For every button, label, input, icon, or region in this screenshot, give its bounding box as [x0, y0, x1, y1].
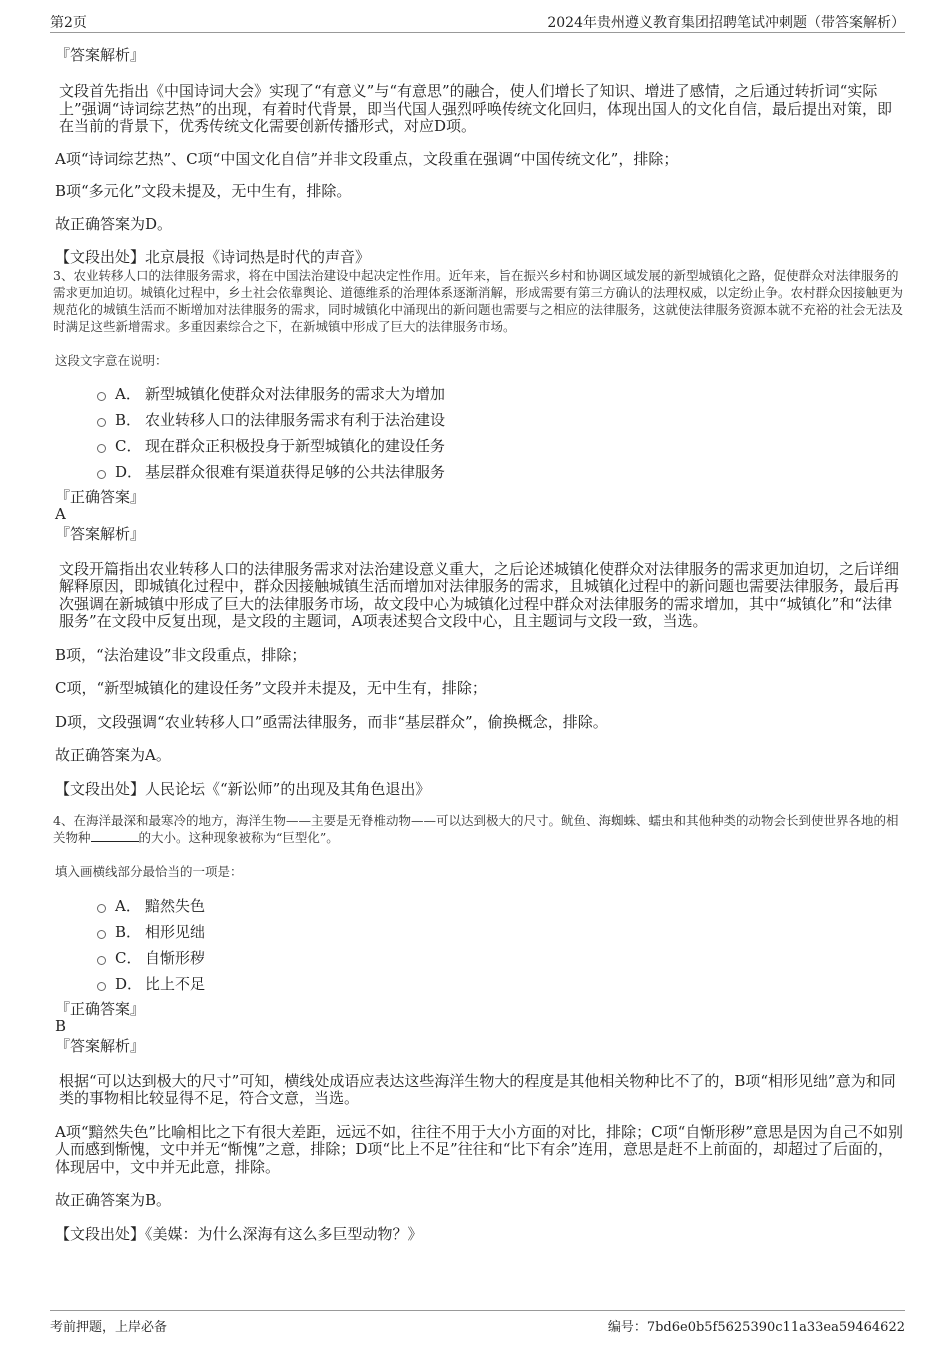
- analysis-paragraph: B项，“法治建设”非文段重点，排除；: [55, 645, 307, 664]
- answer-conclusion: 故正确答案为A。: [55, 746, 171, 765]
- option-list: [55, 381, 905, 485]
- analysis-paragraph: 文段首先指出《中国诗词大会》实现了“有意义”与“有意思”的融合，使人们增长了知识、增进了感情，之后通过转折词“实际上”强调“诗词综艺热”的出现，有着时代背景，即当代国人强烈呼唤传统文化回归，体现出国人的文化自信，最后提出对策，即在当前的背景下，优秀传统文化需要创新传播形式，对应D项。: [59, 82, 893, 135]
- option-c[interactable]: C． 现在群众正积极投身于新型城镇化的建设任务: [97, 433, 905, 459]
- option-b[interactable]: B． 农业转移人口的法律服务需求有利于法治建设: [97, 407, 905, 433]
- option-list: [55, 893, 905, 997]
- analysis-label: 『答案解析』: [55, 46, 146, 64]
- radio-icon[interactable]: [97, 904, 106, 913]
- analysis-paragraph: B项“多元化”文段未提及，无中生有，排除。: [55, 182, 352, 200]
- analysis-paragraph: 文段开篇指出农业转移人口的法律服务需求对法治建设意义重大，之后论述城镇化使群众对法律服务的需求更加迫切，之后详细解释原因，即城镇化过程中，群众因接触城镇生活而增加对法律服务的需求，且城镇化过程中的新问题也需要法律服务，最后再次强调在新城镇中形成了巨大的法律服务市场，故文段中心为城镇化过程中群众对法律服务的需求增加，其中“城镇化”和“法律服务”在文段中反复出现，是文段的主题词，A项表述契合文段中心，且主题词与文段一致，当选。: [59, 559, 900, 631]
- page-footer: [50, 1310, 905, 1337]
- page-header: [50, 10, 905, 33]
- option-a[interactable]: A． 黯然失色: [97, 893, 905, 919]
- analysis-paragraph: C项，“新型城镇化的建设任务”文段并未提及，无中生有，排除；: [55, 679, 487, 698]
- fill-blank: [91, 829, 139, 842]
- option-c[interactable]: C． 自惭形秽: [97, 945, 905, 971]
- correct-answer: B: [55, 1016, 67, 1035]
- analysis-paragraph: 根据“可以达到极大的尺寸”可知，横线处成语应表达这些海洋生物大的程度是其他相关物种比不了的，B项“相形见绌”意为和同类的事物相比较显得不足，符合文意，当选。: [59, 1071, 896, 1108]
- analysis-paragraph: D项，文段强调“农业转移人口”亟需法律服务，而非“基层群众”，偷换概念，排除。: [55, 712, 608, 731]
- analysis-paragraph: A项“黯然失色”比喻相比之下有很大差距，远远不如，往往不用于大小方面的对比，排除；C项“自惭形秽”意思是因为自己不如别人而感到惭愧，文中并无“惭愧”之意，排除；D项“比上不足”往往和“比下有余”连用，意思是赶不上前面的，却超过了后面的，体现居中，文中并无此意，排除。: [55, 1122, 903, 1176]
- question-prompt: 这段文字意在说明：: [55, 353, 168, 369]
- question-stem: 4、在海洋最深和最寒冷的地方，海洋生物——主要是无脊椎动物——可以达到极大的尺寸。鱿鱼、海蜘蛛、蠕虫和其他种类的动物会长到使世界各地的相关物种 的大小。这种现象被称为“巨型化”。: [53, 813, 899, 846]
- option-a[interactable]: A． 新型城镇化使群众对法律服务的需求大为增加: [97, 381, 905, 407]
- analysis-paragraph: A项“诗词综艺热”、C项“中国文化自信”并非文段重点，文段重在强调“中国传统文化”，排除；: [55, 149, 679, 168]
- analysis-label: 『答案解析』: [55, 1036, 146, 1055]
- source-citation: 【文段出处】人民论坛《“新讼师”的出现及其角色退出》: [55, 779, 431, 798]
- question-prompt: 填入画横线部分最恰当的一项是：: [55, 864, 243, 880]
- radio-icon[interactable]: [97, 982, 106, 991]
- radio-icon[interactable]: [97, 392, 106, 401]
- option-d[interactable]: D． 比上不足: [97, 971, 905, 997]
- analysis-label: 『答案解析』: [55, 524, 146, 543]
- footer-slogan: 考前押题，上岸必备: [50, 1320, 168, 1335]
- radio-icon[interactable]: [97, 956, 106, 965]
- source-citation: 【文段出处】《美媒：为什么深海有这么多巨型动物？》: [55, 1224, 423, 1243]
- radio-icon[interactable]: [97, 930, 106, 939]
- source-citation: 【文段出处】北京晨报《诗词热是时代的声音》: [55, 248, 371, 266]
- radio-icon[interactable]: [97, 470, 106, 479]
- document-title: 2024年贵州遵义教育集团招聘笔试冲刺题（带答案解析）: [547, 15, 905, 31]
- option-d[interactable]: D． 基层群众很难有渠道获得足够的公共法律服务: [97, 459, 905, 485]
- document-id: 编号：7bd6e0b5f5625390c11a33ea59464622: [607, 1320, 905, 1335]
- page-content: [55, 40, 905, 1243]
- correct-answer: A: [55, 504, 66, 523]
- answer-conclusion: 故正确答案为B。: [55, 1191, 172, 1210]
- radio-icon[interactable]: [97, 444, 106, 453]
- answer-conclusion: 故正确答案为D。: [55, 214, 173, 233]
- correct-answer-label: 『正确答案』: [55, 487, 146, 506]
- radio-icon[interactable]: [97, 418, 106, 427]
- option-b[interactable]: B． 相形见绌: [97, 919, 905, 945]
- page-number: 第2页: [50, 15, 87, 31]
- question-stem: 3、农业转移人口的法律服务需求，将在中国法治建设中起决定性作用。近年来，旨在振兴乡村和协调区域发展的新型城镇化之路，促使群众对法律服务的需求更加迫切。城镇化过程中，乡土社会依靠舆论、道德维系的治理体系逐渐消解，形成需要有第三方确认的法理权威，以定纷止争。农村群众因接触更为规范化的城镇生活而不断增加对法律服务的需求，同时城镇化中涌现出的新问题也需要与之相应的法律服务，这就使法律服务资源本就不充裕的社会无法及时满足这些新增需求。多重因素综合之下，在新城镇中形成了巨大的法律服务市场。: [53, 267, 904, 335]
- correct-answer-label: 『正确答案』: [55, 999, 146, 1018]
